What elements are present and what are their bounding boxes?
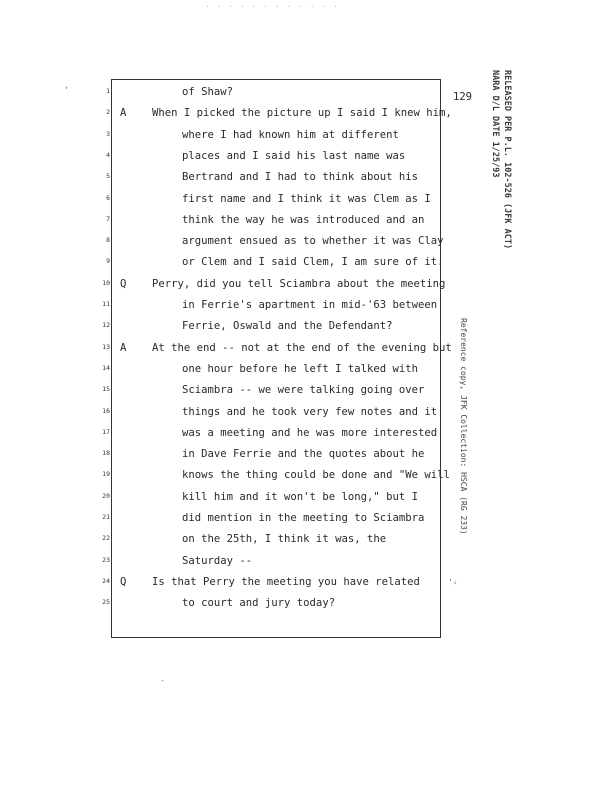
line-number: 20 — [102, 491, 110, 500]
transcript-line-text: places and I said his last name was — [182, 149, 406, 162]
header-smudge: · · · · · · · · · · · · — [205, 2, 339, 11]
line-number: 9 — [106, 257, 110, 266]
speaker-label: A — [120, 341, 127, 354]
line-number: 10 — [102, 278, 110, 287]
release-stamp — [470, 70, 512, 260]
transcript-line-text: things and he took very few notes and it — [182, 405, 438, 418]
line-number: 4 — [106, 150, 110, 159]
stray-mark: ʼ‹ — [448, 578, 458, 587]
line-number: 25 — [102, 598, 110, 607]
line-number: 5 — [106, 172, 110, 181]
transcript-line-text: think the way he was introduced and an — [182, 213, 425, 226]
line-number: 23 — [102, 555, 110, 564]
speaker-label: A — [120, 107, 127, 120]
line-number: 18 — [102, 449, 110, 458]
line-number: 8 — [106, 236, 110, 245]
transcript-line-text: Sciambra -- we were talking going over — [182, 384, 425, 397]
line-number: 2 — [106, 108, 110, 117]
reference-note: Reference copy, JFK Collection: HSCA (RG 233) — [459, 318, 468, 535]
line-number: 1 — [106, 87, 110, 95]
transcript-line-text: did mention in the meeting to Sciambra — [182, 512, 425, 524]
transcript-line-text: on the 25th, I think it was, the — [182, 533, 387, 546]
transcript-line-text: At the end -- not at the end of the evening but — [152, 341, 452, 354]
transcript-line-text: of Shaw? — [182, 86, 234, 98]
line-number: 7 — [106, 214, 110, 223]
transcript-line-text: knows the thing could be done and "We will — [182, 469, 450, 482]
speaker-label: Q — [120, 277, 127, 290]
release-stamp-line2: NARA D/L DATE 1/25/93 — [490, 70, 500, 178]
stray-mark: - — [160, 676, 165, 685]
line-number: 24 — [102, 576, 110, 585]
transcript-line-text: Perry, did you tell Sciambra about the meeting — [152, 277, 446, 290]
transcript-line-text: where I had known him at different — [182, 128, 399, 141]
line-number: 14 — [102, 363, 110, 372]
transcript-line-text: argument ensued as to whether it was Clay — [182, 235, 444, 248]
transcript-line-text: to court and jury today? — [182, 597, 336, 610]
transcript-line-text: was a meeting and he was more interested — [182, 426, 438, 439]
transcript-line-text: in Ferrie's apartment in mid-'63 between — [182, 299, 438, 311]
transcript-line-text: kill him and it won't be long," but I — [182, 490, 418, 503]
transcript-line-text: Ferrie, Oswald and the Defendant? — [182, 320, 393, 333]
release-stamp-line1: RELEASED PER P.L. 102-526 (JFK ACT) — [502, 70, 512, 250]
line-number: 6 — [106, 193, 110, 202]
line-number: 13 — [102, 342, 110, 351]
transcript-line-text: Bertrand and I had to think about his — [182, 171, 418, 184]
line-number: 17 — [102, 427, 110, 436]
line-number: 21 — [102, 513, 110, 521]
transcript-line-text: or Clem and I said Clem, I am sure of it. — [182, 256, 444, 269]
stray-mark: ʼ — [64, 86, 69, 95]
line-number: 11 — [102, 300, 110, 308]
transcript-line-text: first name and I think it was Clem as I — [182, 192, 431, 205]
line-number: 16 — [102, 406, 110, 415]
line-number: 22 — [102, 534, 110, 543]
transcript-line-text: When I picked the picture up I said I knew him, — [152, 107, 452, 120]
page-number: 129 — [453, 91, 472, 103]
transcript-line-text: in Dave Ferrie and the quotes about he — [182, 448, 425, 461]
line-number: 12 — [102, 321, 110, 330]
transcript-line-text: one hour before he left I talked with — [182, 362, 418, 375]
transcript-line-text: Saturday -- — [182, 554, 253, 567]
transcript-frame — [111, 79, 441, 638]
line-number: 3 — [106, 129, 110, 138]
line-number: 15 — [102, 385, 110, 394]
transcript-line-text: Is that Perry the meeting you have related — [152, 575, 420, 588]
speaker-label: Q — [120, 575, 127, 588]
line-number: 19 — [102, 470, 110, 479]
